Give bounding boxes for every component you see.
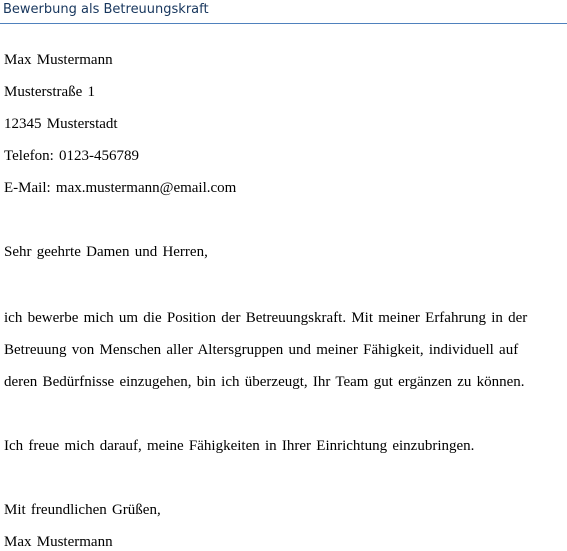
signature: Max Mustermann bbox=[4, 534, 113, 550]
body-line: deren Bedürfnisse einzugehen, bin ich überzeugt, Ihr Team gut ergänzen zu können. bbox=[4, 374, 525, 390]
body-line: ich bewerbe mich um die Position der Betreuungskraft. Mit meiner Erfahrung in der bbox=[4, 310, 528, 326]
document-title: Bewerbung als Betreuungskraft bbox=[3, 2, 209, 17]
salutation: Sehr geehrte Damen und Herren, bbox=[4, 244, 208, 260]
body-line: Betreuung von Menschen aller Altersgruppen und meiner Fähigkeit, individuell auf bbox=[4, 342, 519, 358]
closing: Mit freundlichen Grüßen, bbox=[4, 502, 161, 518]
sender-name: Max Mustermann bbox=[4, 52, 113, 68]
sender-city: 12345 Musterstadt bbox=[4, 116, 118, 132]
sender-street: Musterstraße 1 bbox=[4, 84, 96, 100]
sender-phone: Telefon: 0123-456789 bbox=[4, 148, 140, 164]
closing-paragraph: Ich freue mich darauf, meine Fähigkeiten in Ihrer Einrichtung einzubringen. bbox=[4, 438, 475, 454]
sender-email: E-Mail: max.mustermann@email.com bbox=[4, 180, 237, 196]
document-header bbox=[0, 0, 567, 24]
